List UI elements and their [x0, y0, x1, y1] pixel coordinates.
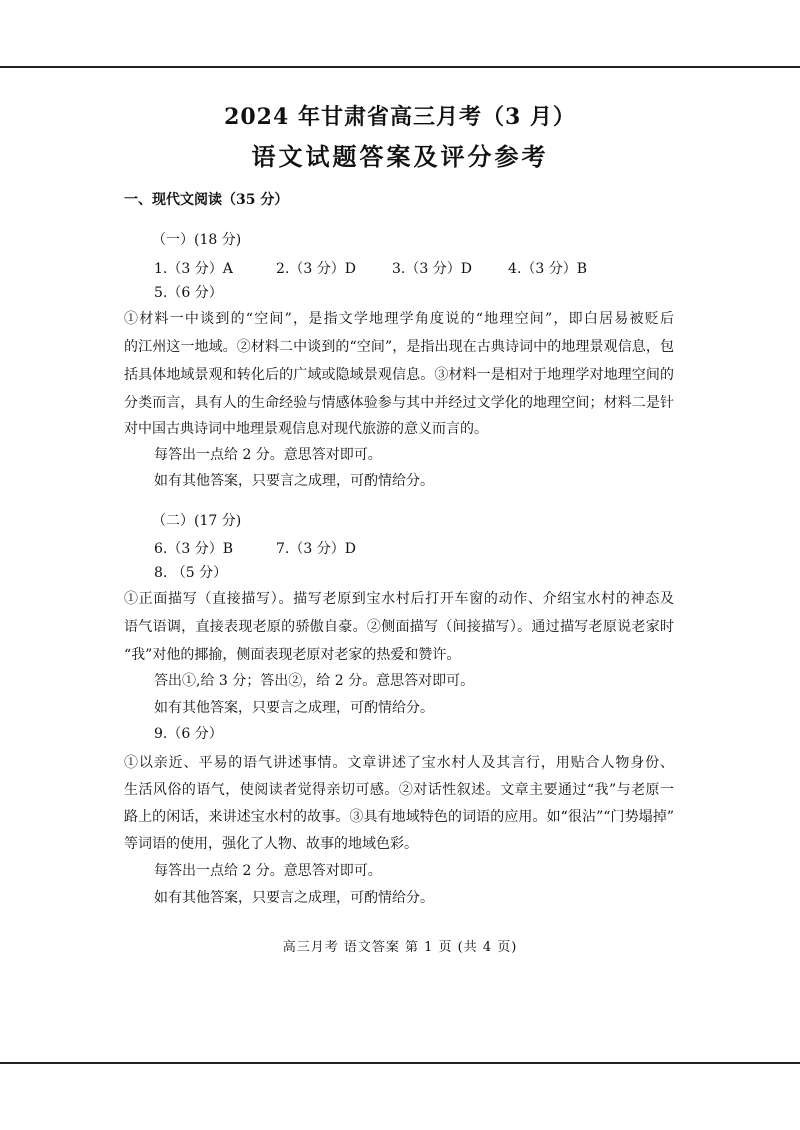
q9-answer-line: 生活风俗的语气，使阅读者觉得亲切可感。②对话性叙述。文章主要通过“我”与老原一 [124, 782, 674, 798]
section-heading-modern-reading: 一、现代文阅读（35 分） [124, 192, 289, 208]
q9-answer-line: 等词语的使用，强化了人物、故事的地域色彩。 [124, 836, 418, 852]
q9-scoring-note: 每答出一点给 2 分。意思答对即可。 [154, 863, 382, 879]
q8-answer-line: 语气语调，直接表现老原的骄傲自豪。②侧面描写（间接描写）。通过描写老原说老家时 [124, 619, 674, 635]
q5-answer-line: 括具体地域景观和转化后的广域或隐域景观信息。③材料一是相对于地理学对地理空间的 [124, 367, 674, 383]
answer-q7: 7.（3 分）D [276, 541, 356, 557]
exam-subtitle: 语文试题答案及评分参考 [251, 142, 549, 171]
q8-scoring-note: 答出①,给 3 分；答出②，给 2 分。意思答对即可。 [154, 673, 475, 689]
answer-q6: 6.（3 分）B [154, 541, 234, 557]
answer-q4: 4.（3 分）B [508, 261, 588, 277]
part2-heading: （二）(17 分) [152, 513, 242, 529]
answer-q2: 2.（3 分）D [276, 261, 356, 277]
bottom-border-line [0, 1062, 800, 1064]
q9-label: 9.（6 分） [154, 726, 223, 742]
q8-answer-line: “我”对他的揶揄，侧面表现老原对老家的热爱和赞许。 [124, 647, 461, 663]
q5-label: 5.（6 分） [154, 285, 223, 301]
page-footer: 高三月考 语文答案 第 1 页 (共 4 页) [282, 940, 518, 955]
part1-heading: （一）(18 分) [152, 232, 242, 248]
q5-answer-line: 对中国古典诗词中地理景观信息对现代旅游的意义而言的。 [124, 421, 488, 437]
top-border-line [0, 66, 800, 68]
answer-q3: 3.（3 分）D [392, 261, 472, 277]
q9-answer-line: ①以亲近、平易的语气讲述事情。文章讲述了宝水村人及其言行，用贴合人物身份、 [124, 755, 674, 771]
q5-answer-line: 分类而言，具有人的生命经验与情感体验参与其中并经过文学化的地理空间；材料二是针 [124, 395, 674, 411]
q8-alternative-note: 如有其他答案，只要言之成理，可酌情给分。 [154, 700, 434, 716]
answer-q1: 1.（3 分）A [154, 261, 233, 277]
q5-scoring-note: 每答出一点给 2 分。意思答对即可。 [154, 447, 382, 463]
q5-alternative-note: 如有其他答案，只要言之成理，可酌情给分。 [154, 473, 434, 489]
q9-alternative-note: 如有其他答案，只要言之成理，可酌情给分。 [154, 890, 434, 906]
q5-answer-line: 的江州这一地域。②材料二中谈到的“空间”，是指出现在古典诗词中的地理景观信息，包 [124, 339, 674, 355]
q9-answer-line: 路上的闲话，来讲述宝水村的故事。③具有地域特色的词语的应用。如“很沾”“门势塌掉” [124, 809, 674, 825]
q8-label: 8. （5 分） [154, 565, 228, 581]
exam-title: 2024 年甘肃省高三月考（3 月） [224, 104, 576, 130]
q5-answer-line: ①材料一中谈到的“空间”，是指文学地理学角度说的“地理空间”，即白居易被贬后 [124, 311, 674, 327]
q8-answer-line: ①正面描写（直接描写）。描写老原到宝水村后打开车窗的动作、介绍宝水村的神态及 [124, 591, 674, 607]
